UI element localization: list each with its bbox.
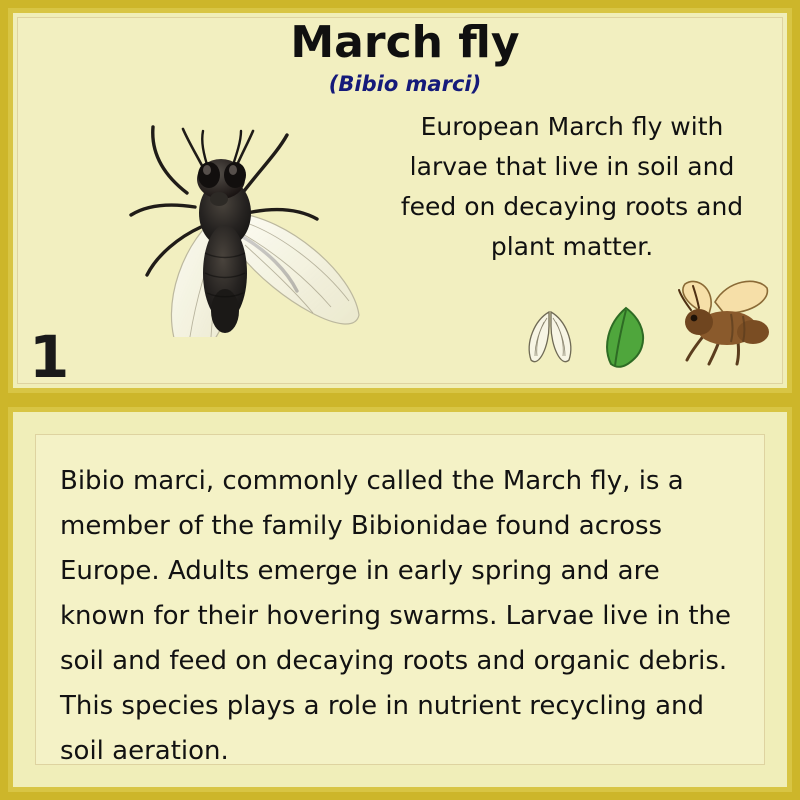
top-panel <box>8 8 792 393</box>
bottom-panel <box>8 407 792 792</box>
short-description: European March fly with larvae that live in soil and feed on decaying roots and plant matter. <box>400 112 744 261</box>
bottom-panel-inner <box>35 434 765 765</box>
scientific-name: (Bibio marci) <box>328 72 482 96</box>
card-number: 1 <box>29 323 70 391</box>
page-title: March fly <box>290 17 520 68</box>
wings-icon <box>519 306 581 372</box>
bee-icon <box>661 276 773 374</box>
march-fly-photo <box>91 87 371 337</box>
leaf-icon <box>597 304 655 374</box>
body-text: Bibio marci, commonly called the March fly, is a member of the family Bibionidae found across Europe. Adults emerge in early spring and are known for their hovering swarms. Larvae live in the soil and feed on decaying roots and organic debris. This species plays a role in nutrient recycling and soil aeration. <box>60 466 732 766</box>
